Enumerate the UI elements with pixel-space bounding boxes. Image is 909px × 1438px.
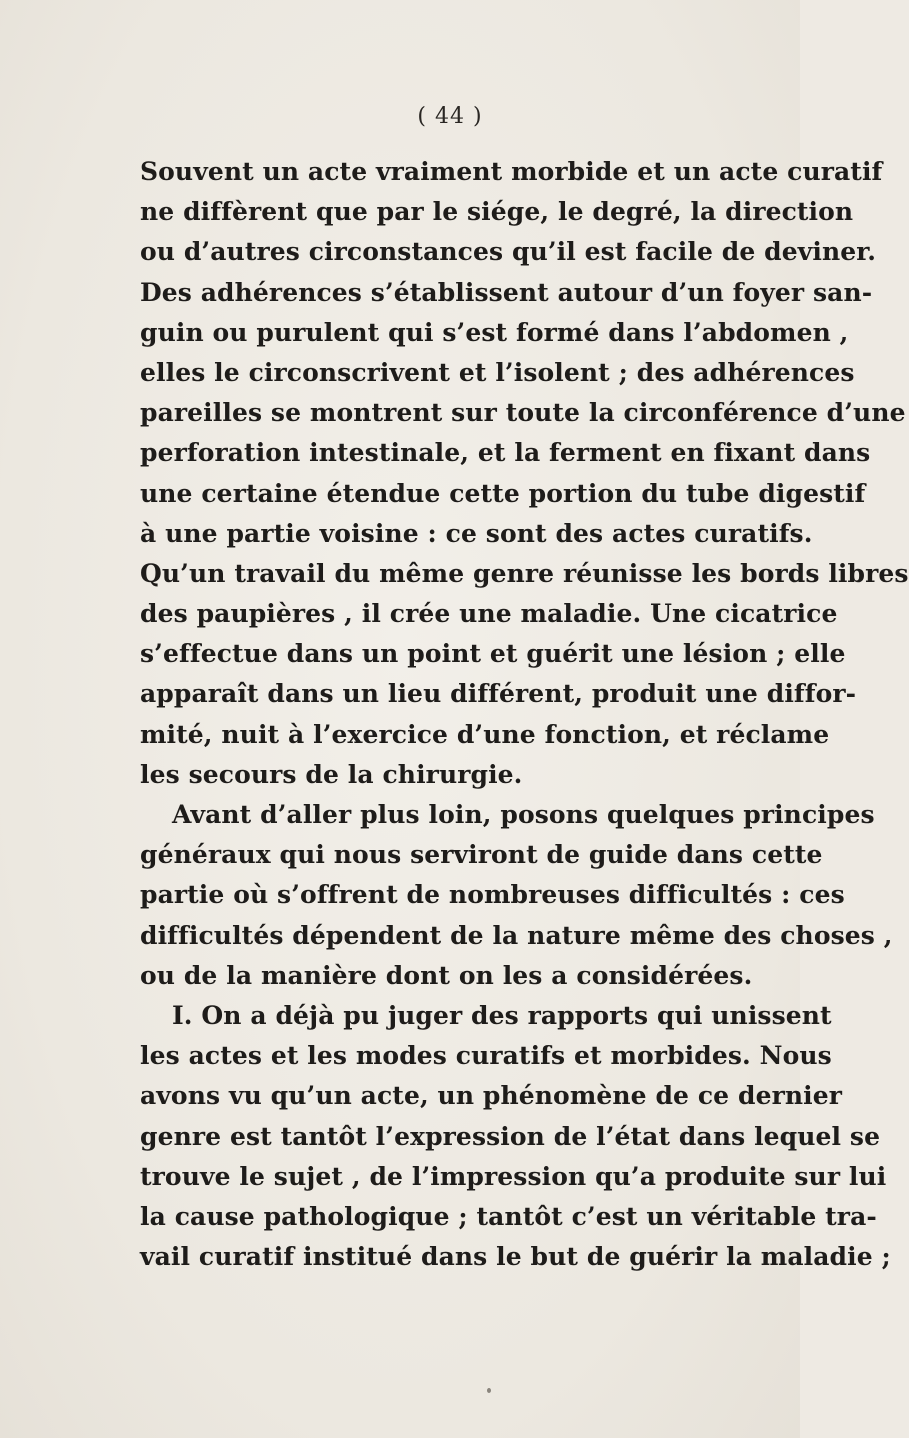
text-line: généraux qui nous serviront de guide dans cette <box>140 840 823 870</box>
page-number: ( 44 ) <box>417 104 483 129</box>
text-line: mité, nuit à l’exercice d’une fonction, et réclame <box>140 719 830 749</box>
text-line: avons vu qu’un acte, un phénomène de ce dernier <box>140 1081 843 1111</box>
text-line: I. On a déjà pu juger des rapports qui unissent <box>172 1000 832 1030</box>
text-line: à une partie voisine : ce sont des actes curatifs. <box>140 518 813 548</box>
text-line: une certaine étendue cette portion du tube digestif <box>140 478 866 508</box>
text-line: ou d’autres circonstances qu’il est facile de deviner. <box>140 237 877 267</box>
text-line: ou de la manière dont on les a considérées. <box>140 960 753 990</box>
text-line: ne diffèrent que par le siége, le degré, la direction <box>140 197 854 227</box>
text-line: trouve le sujet , de l’impression qu’a produite sur lui <box>140 1161 887 1191</box>
text-line: difficultés dépendent de la nature même des choses , <box>140 920 893 950</box>
text-line: les actes et les modes curatifs et morbides. Nous <box>140 1041 832 1071</box>
text-line: partie où s’offrent de nombreuses difficultés : ces <box>140 880 845 910</box>
text-line: Qu’un travail du même genre réunisse les bords libres <box>140 558 909 588</box>
text-line: vail curatif institué dans le but de guérir la maladie ; <box>140 1242 891 1272</box>
text-line: Souvent un acte vraiment morbide et un acte curatif <box>140 157 883 186</box>
body-text <box>140 152 909 1277</box>
text-line: Avant d’aller plus loin, posons quelques principes <box>172 800 875 829</box>
text-line: Des adhérences s’établissent autour d’un foyer san- <box>140 277 873 307</box>
text-line: guin ou purulent qui s’est formé dans l’abdomen , <box>140 317 849 347</box>
text-line: pareilles se montrent sur toute la circonférence d’une <box>140 398 906 428</box>
text-line: genre est tantôt l’expression de l’état dans lequel se <box>140 1121 881 1151</box>
text-line: elles le circonscrivent et l’isolent ; des adhérences <box>140 357 855 387</box>
ink-speck <box>487 1388 491 1393</box>
text-line: perforation intestinale, et la ferment en fixant dans <box>140 438 871 468</box>
text-line: la cause pathologique ; tantôt c’est un véritable tra- <box>140 1201 877 1231</box>
text-line: apparaît dans un lieu différent, produit une diffor- <box>140 679 857 709</box>
text-line: des paupières , il crée une maladie. Une cicatrice <box>140 599 838 629</box>
text-line: les secours de la chirurgie. <box>140 759 523 789</box>
text-line: s’effectue dans un point et guérit une lésion ; elle <box>140 639 846 669</box>
